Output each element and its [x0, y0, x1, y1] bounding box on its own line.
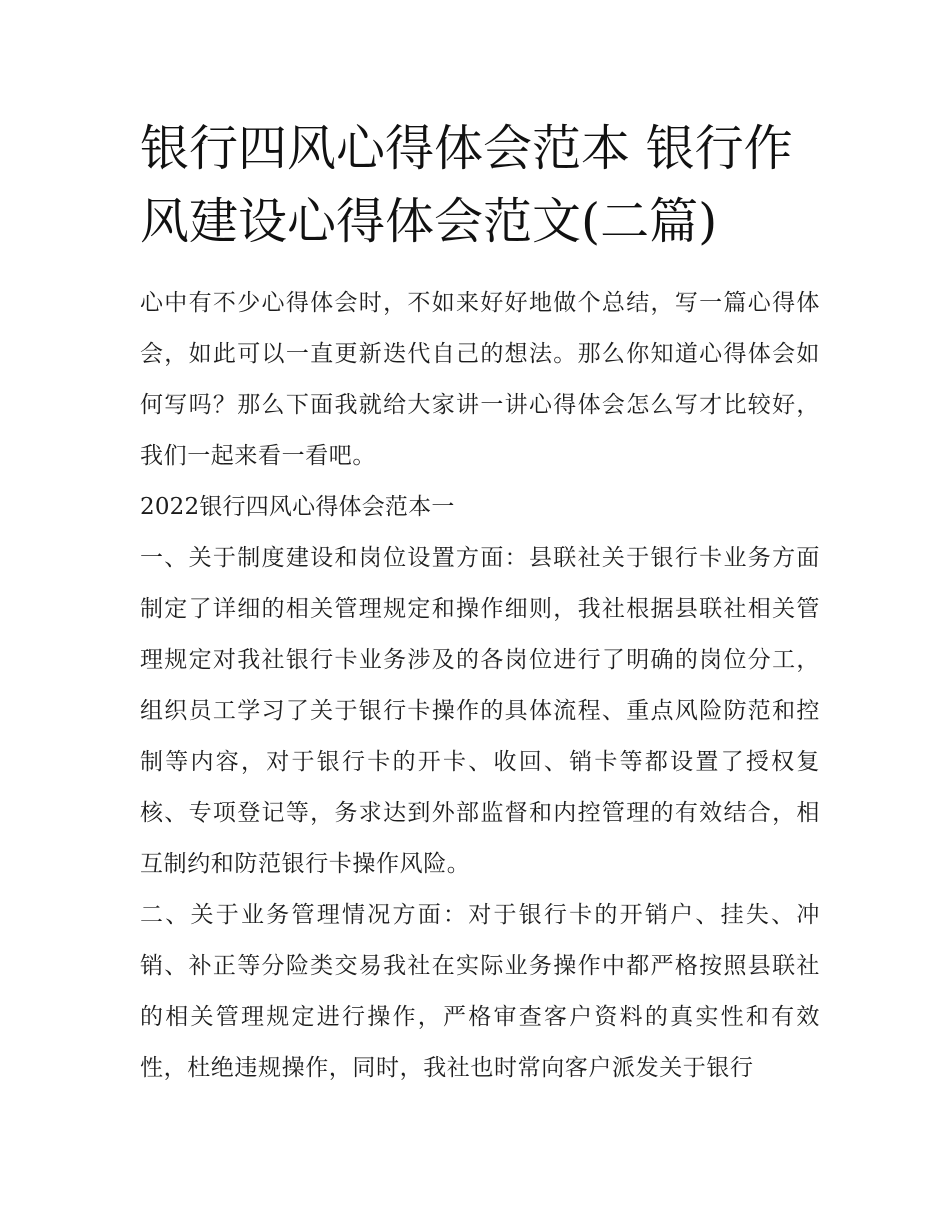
section-heading: 2022银行四风心得体会范本一	[140, 494, 455, 520]
body-paragraph-2: 二、关于业务管理情况方面：对于银行卡的开销户、挂失、冲销、补正等分险类交易我社在实际业务操作中都严格按照县联社的相关管理规定进行操作，严格审查客户资料的真实性和有效性，杜绝违规操作，同时，我社也时常向客户派发关于银行	[140, 902, 820, 1081]
intro-paragraph: 心中有不少心得体会时，不如来好好地做个总结，写一篇心得体会，如此可以一直更新迭代自己的想法。那么你知道心得体会如何写吗？那么下面我就给大家讲一讲心得体会怎么写才比较好，我们一起来看一看吧。	[140, 290, 820, 469]
document-body	[140, 278, 820, 1094]
document-title: 银行四风心得体会范本 银行作风建设心得体会范文(二篇)	[140, 120, 793, 250]
body-paragraph-1: 一、关于制度建设和岗位设置方面：县联社关于银行卡业务方面制定了详细的相关管理规定和操作细则，我社根据县联社相关管理规定对我社银行卡业务涉及的各岗位进行了明确的岗位分工，组织员工学习了关于银行卡操作的具体流程、重点风险防范和控制等内容，对于银行卡的开卡、收回、销卡等都设置了授权复核、专项登记等，务求达到外部监督和内控管理的有效结合，相互制约和防范银行卡操作风险。	[140, 545, 820, 877]
